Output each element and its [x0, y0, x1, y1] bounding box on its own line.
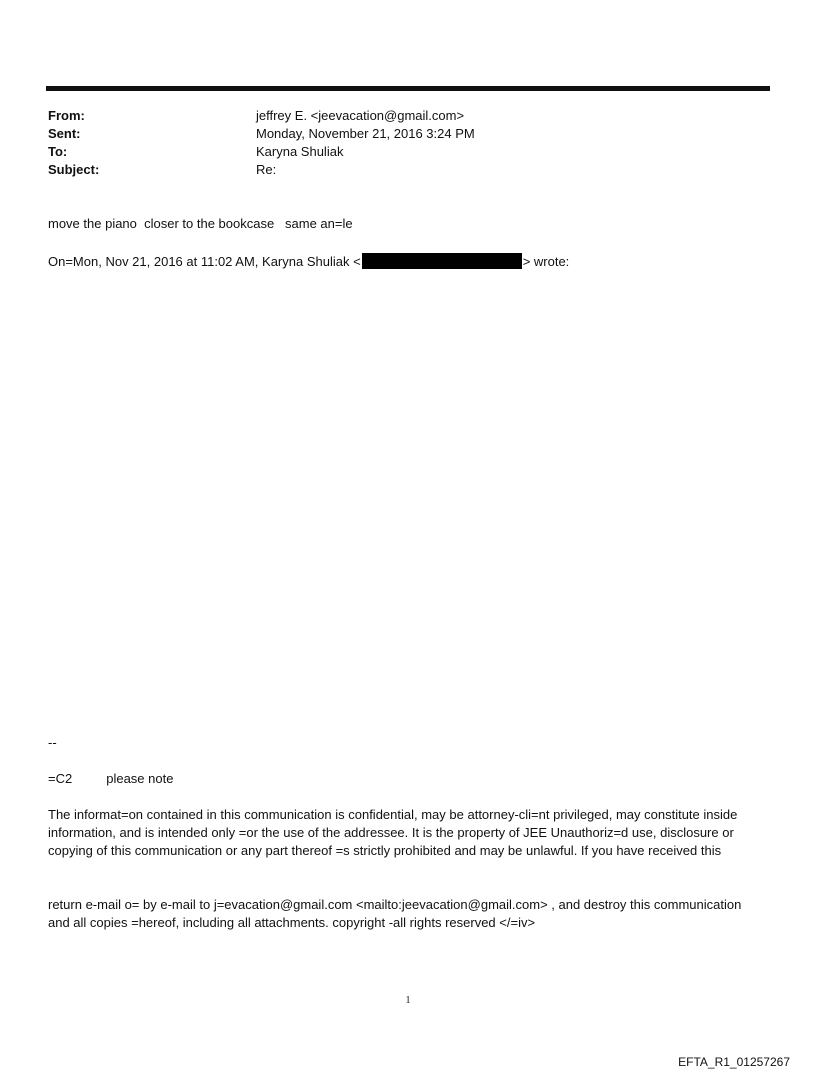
signature-note	[48, 770, 173, 788]
sent-value: Monday, November 21, 2016 3:24 PM	[256, 126, 475, 141]
header-from	[48, 107, 748, 125]
message-text: move the piano closer to the bookcase same an=le	[48, 216, 353, 231]
signature-separator: --	[48, 735, 57, 750]
subject-value: Re:	[256, 162, 277, 177]
note-text: please note	[106, 771, 174, 786]
email-headers	[48, 107, 748, 179]
from-value: jeffrey E. <jeevacation@gmail.com>	[256, 108, 465, 123]
quote-suffix: > wrote:	[522, 254, 570, 269]
header-sent	[48, 125, 748, 143]
header-rule	[46, 86, 770, 91]
to-label: To:	[48, 144, 68, 159]
quote-prefix: On=Mon, Nov 21, 2016 at 11:02 AM, Karyna Shuliak <	[48, 254, 361, 269]
header-to	[48, 143, 748, 161]
confidentiality-paragraph: The informat=on contained in this communication is confidential, may be attorney-cli=nt privileged, may constitute inside information, and is intended only =or the use of the addressee. It is the property of JEE Unauthoriz=d use, disclosure or copying of this communication or any part thereof =s strictly prohibited and may be unlawful. If you have received this	[48, 807, 738, 858]
sent-label: Sent:	[48, 126, 81, 141]
bates-number: EFTA_R1_01257267	[678, 1055, 790, 1069]
return-notice-paragraph: return e-mail o= by e-mail to j=evacation@gmail.com <mailto:jeevacation@gmail.com> , and destroy this communication and all copies =hereof, including all attachments. copyright -all rights reserved </=iv>	[48, 897, 742, 930]
note-code: =C2	[48, 771, 73, 786]
from-label: From:	[48, 108, 85, 123]
subject-label: Subject:	[48, 162, 100, 177]
quote-attribution	[48, 253, 569, 271]
page-number: 1	[405, 995, 411, 1006]
header-subject	[48, 161, 748, 179]
to-value: Karyna Shuliak	[256, 144, 344, 159]
redaction-box	[362, 253, 522, 269]
